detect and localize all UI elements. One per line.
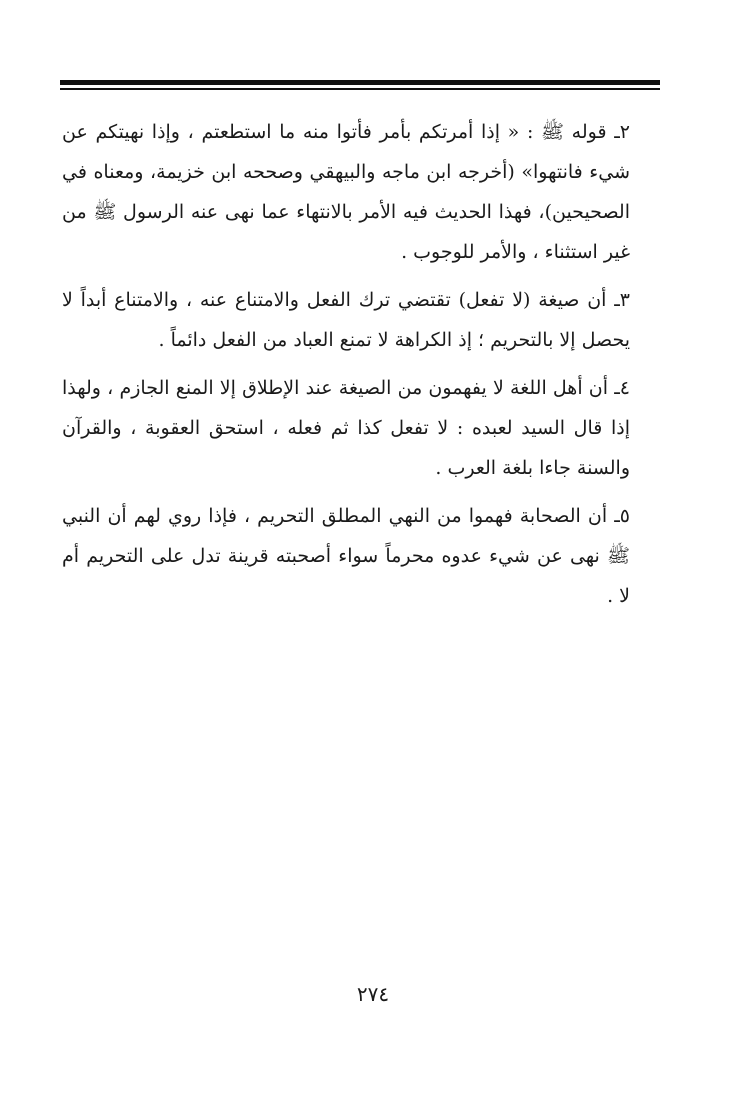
list-item <box>62 368 630 488</box>
list-item <box>62 112 630 272</box>
header-rule-thick <box>60 80 660 85</box>
page-number: ٢٧٤ <box>356 982 390 1006</box>
item-text: قوله ﷺ : « إذا أمرتكم بأمر فأتوا منه ما استطعتم ، وإذا نهيتكم عن شيء فانتهوا» (أخرجه ابن ماجه والبيهقي وصححه ابن خزيمة، ومعناه في الصحيحين)، فهذا الحديث فيه الأمر بالانتهاء عما نهى عنه الرسول ﷺ من غير استثناء ، والأمر للوجوب . <box>62 121 630 263</box>
item-text: أن أهل اللغة لا يفهمون من الصيغة عند الإطلاق إلا المنع الجازم ، ولهذا إذا قال السيد لعبده : لا تفعل كذا ثم فعله ، استحق العقوبة ، والقرآن والسنة جاءا بلغة العرب . <box>62 377 630 479</box>
item-number: ٢ـ <box>614 121 630 143</box>
body-text <box>62 112 630 624</box>
list-item <box>62 496 630 616</box>
list-item <box>62 280 630 360</box>
item-number: ٣ـ <box>614 289 630 311</box>
item-text: أن الصحابة فهموا من النهي المطلق التحريم ، فإذا روي لهم أن النبي ﷺ نهى عن شيء عدوه محرماً سواء أصحبته قرينة تدل على التحريم أم لا . <box>62 505 630 607</box>
header-rule-thin <box>60 88 660 90</box>
item-number: ٤ـ <box>614 377 630 399</box>
item-text: أن صيغة (لا تفعل) تقتضي ترك الفعل والامتناع عنه ، والامتناع أبداً لا يحصل إلا بالتحريم ؛ إذ الكراهة لا تمنع العباد من الفعل دائماً . <box>62 289 630 351</box>
item-number: ٥ـ <box>614 505 630 527</box>
